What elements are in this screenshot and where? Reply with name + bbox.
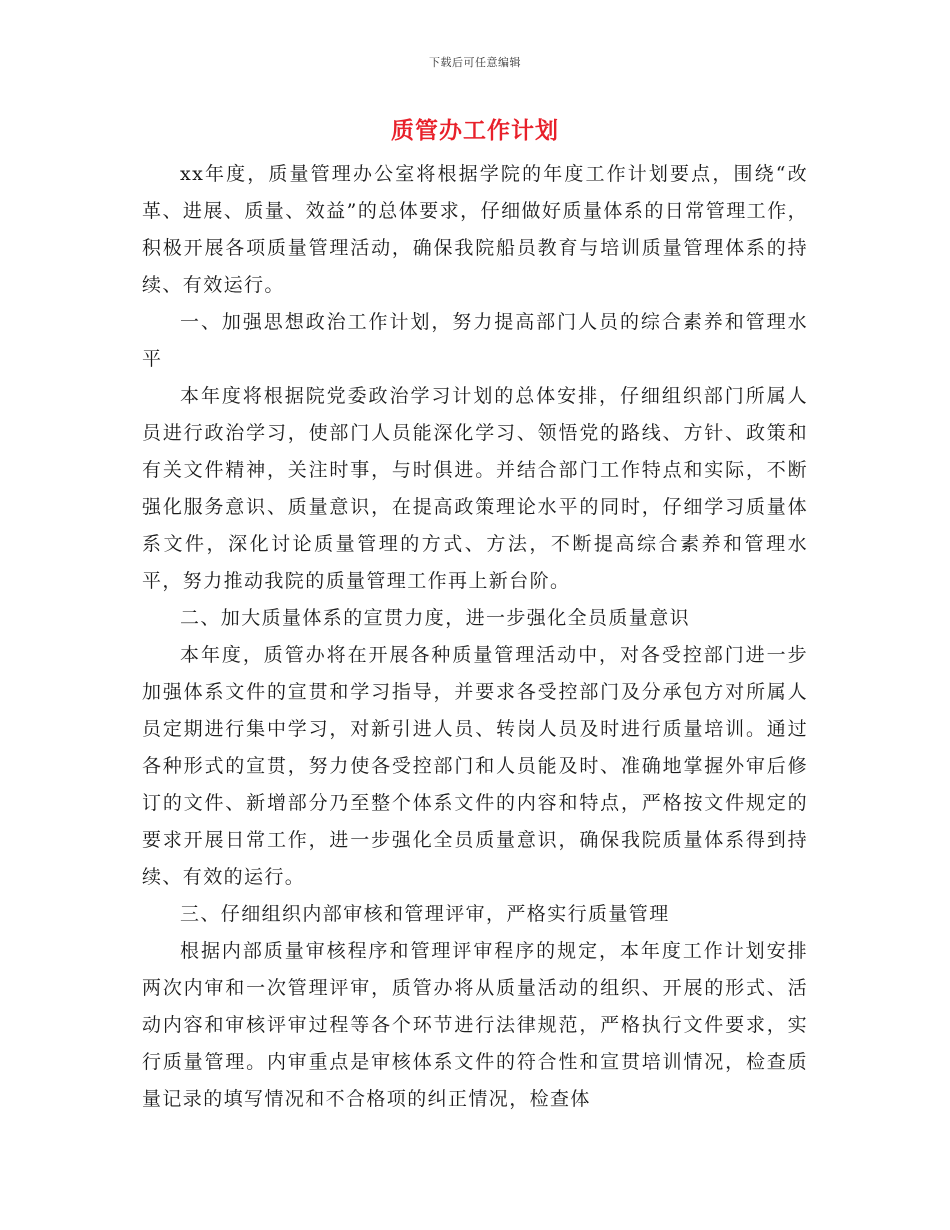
document-title: 质管办工作计划: [391, 117, 559, 144]
section-heading-2: 二、加大质量体系的宣贯力度，进一步强化全员质量意识: [180, 607, 691, 629]
section-3-paragraph: 根据内部质量审核程序和管理评审程序的规定，本年度工作计划安排两次内审和一次管理评审，质管办将从质量活动的组织、开展的形式、活动内容和审核评审过程等各个环节进行法律规范，严格执行文件要求，实行质量管理。内审重点是审核体系文件的符合性和宣贯培训情况，检查质量记录的填写情况和不合格项的纠正情况，检查体: [142, 940, 808, 1110]
section-1-paragraph: 本年度将根据院党委政治学习计划的总体安排，仔细组织部门所属人员进行政治学习，使部门人员能深化学习、领悟党的路线、方针、政策和有关文件精神，关注时事，与时俱进。并结合部门工作特点和实际，不断强化服务意识、质量意识，在提高政策理论水平的同时，仔细学习质量体系文件，深化讨论质量管理的方式、方法，不断提高综合素养和管理水平，努力推动我院的质量管理工作再上新台阶。: [142, 385, 808, 592]
intro-paragraph: xx年度，质量管理办公室将根据学院的年度工作计划要点，围绕“改革、进展、质量、效益”的总体要求，仔细做好质量体系的日常管理工作，积极开展各项质量管理活动，确保我院船员教育与培训质量管理体系的持续、有效运行。: [142, 163, 808, 296]
section-2-paragraph: 本年度，质管办将在开展各种质量管理活动中，对各受控部门进一步加强体系文件的宣贯和学习指导，并要求各受控部门及分承包方对所属人员定期进行集中学习，对新引进人员、转岗人员及时进行质量培训。通过各种形式的宣贯，努力使各受控部门和人员能及时、准确地掌握外审后修订的文件、新增部分乃至整个体系文件的内容和特点，严格按文件规定的要求开展日常工作，进一步强化全员质量意识，确保我院质量体系得到持续、有效的运行。: [142, 644, 808, 888]
document-body: [142, 156, 808, 1118]
header-note: 下载后可任意编辑: [429, 56, 521, 69]
section-heading-1: 一、加强思想政治工作计划，努力提高部门人员的综合素养和管理水平: [142, 311, 808, 370]
section-heading-3: 三、仔细组织内部审核和管理评审，严格实行质量管理: [180, 903, 670, 925]
